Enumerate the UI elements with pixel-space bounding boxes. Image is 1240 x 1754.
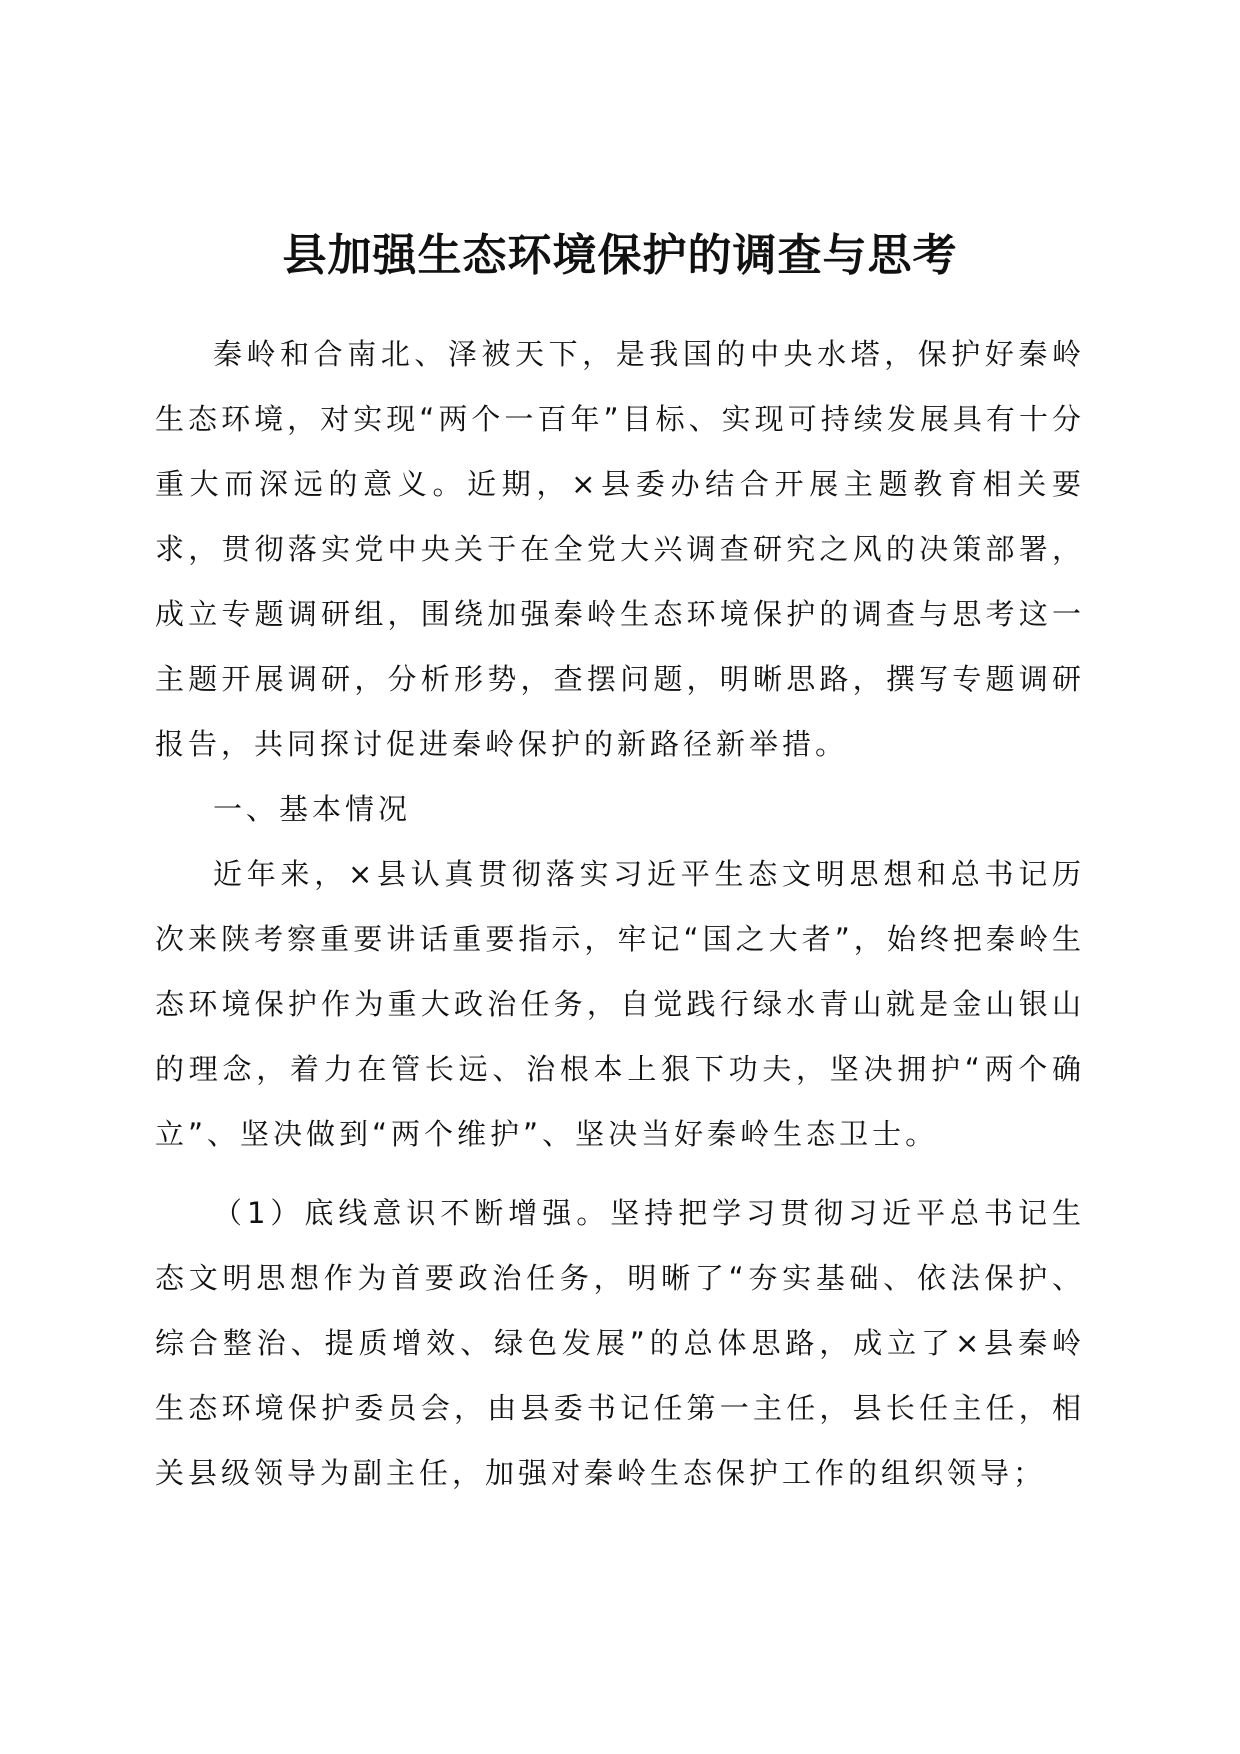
document-title: 县加强生态环境保护的调查与思考: [282, 230, 958, 281]
item-1-paragraph: （1）底线意识不断增强。坚持把学习贯彻习近平总书记生态文明思想作为首要政治任务，明晰了“夯实基础、依法保护、综合整治、提质增效、绿色发展”的总体思路，成立了×县秦岭生态环境保护委员会，由县委书记任第一主任，县长任主任，相关县级领导为副主任，加强对秦岭生态保护工作的组织领导；: [155, 1196, 1085, 1490]
document-body: [155, 322, 1085, 1506]
basic-situation-paragraph: 近年来，×县认真贯彻落实习近平生态文明思想和总书记历次来陕考察重要讲话重要指示，牢记“国之大者”，始终把秦岭生态环境保护作为重大政治任务，自觉践行绿水青山就是金山银山的理念，着力在管长远、治根本上狠下功夫，坚决拥护“两个确立”、坚决做到“两个维护”、坚决当好秦岭生态卫士。: [155, 857, 1085, 1151]
intro-paragraph: 秦岭和合南北、泽被天下，是我国的中央水塔，保护好秦岭生态环境，对实现“两个一百年”目标、实现可持续发展具有十分重大而深远的意义。近期，×县委办结合开展主题教育相关要求，贯彻落实党中央关于在全党大兴调查研究之风的决策部署，成立专题调研组，围绕加强秦岭生态环境保护的调查与思考这一主题开展调研，分析形势，查摆问题，明晰思路，撰写专题调研报告，共同探讨促进秦岭保护的新路径新举措。: [155, 337, 1085, 761]
section-heading-basic-situation: 一、基本情况: [213, 792, 412, 826]
